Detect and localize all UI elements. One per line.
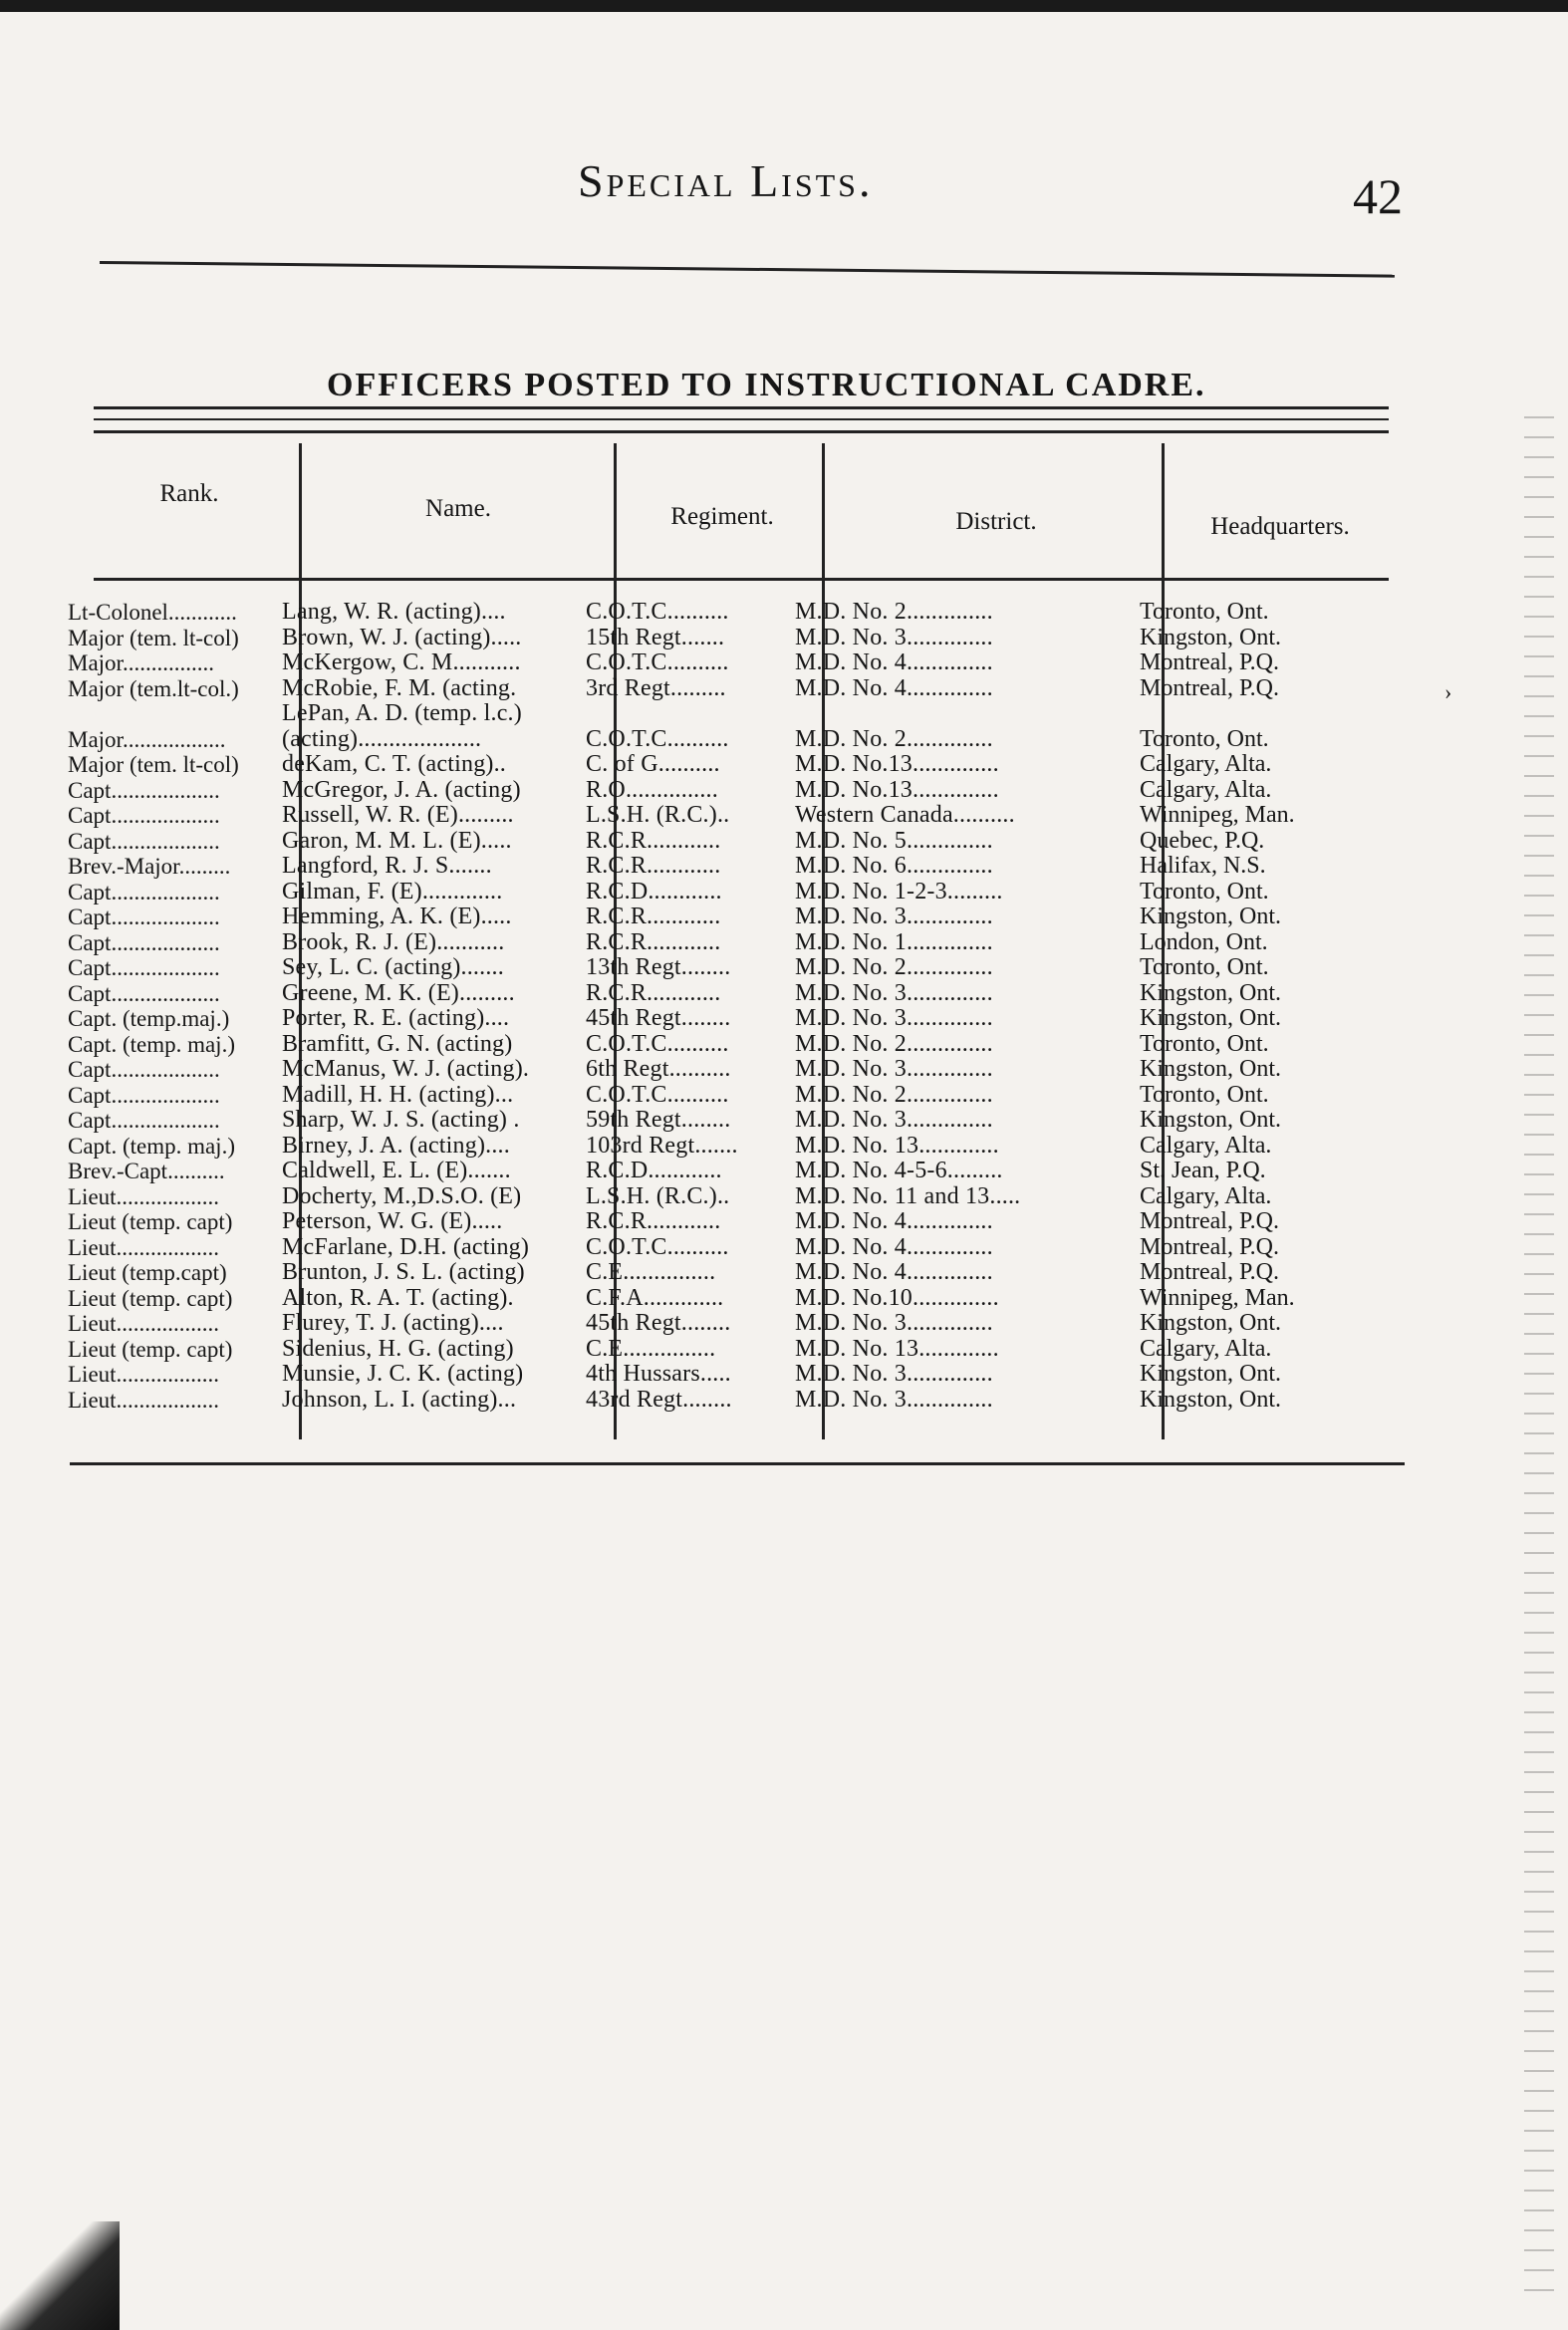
cell-name: Caldwell, E. L. (E).......: [282, 1159, 511, 1183]
cell-headquarters: London, Ont.: [1140, 929, 1268, 955]
cell-rank: Capt...................: [68, 955, 220, 980]
cell-rank: Capt...................: [68, 1108, 220, 1133]
cell-name: Brunton, J. S. L. (acting): [282, 1260, 525, 1285]
cell-regiment: 6th Regt..........: [586, 1057, 731, 1082]
cell-district: M.D. No.13..............: [795, 752, 999, 777]
cell-headquarters: Kingston, Ont.: [1140, 905, 1282, 929]
cell-name: Russell, W. R. (E).........: [282, 803, 514, 828]
cell-headquarters: Calgary, Alta.: [1140, 777, 1272, 803]
cell-rank: Capt...................: [68, 803, 220, 828]
cell-regiment: R.C.R............: [586, 980, 721, 1006]
table-bottom-rule: [70, 1462, 1405, 1465]
stray-mark: ›: [1444, 679, 1452, 704]
cell-rank: Major..................: [68, 726, 226, 752]
cell-headquarters: Toronto, Ont.: [1140, 726, 1269, 752]
cell-regiment: R.C.D............: [586, 879, 722, 905]
table-top-rule: [94, 418, 1389, 420]
cell-headquarters: Kingston, Ont.: [1140, 1362, 1282, 1387]
cell-rank: Lieut (temp.capt): [68, 1260, 227, 1285]
cell-name: Sharp, W. J. S. (acting) .: [282, 1108, 520, 1133]
cell-name: Greene, M. K. (E).........: [282, 980, 515, 1006]
cell-district: M.D. No. 4..............: [795, 675, 993, 701]
cell-name: Sidenius, H. G. (acting): [282, 1336, 514, 1362]
cell-rank: Capt. (temp. maj.): [68, 1133, 235, 1159]
cell-regiment: C.O.T.C..........: [586, 1082, 729, 1108]
cell-regiment: 13th Regt........: [586, 955, 731, 980]
cell-name: Peterson, W. G. (E).....: [282, 1209, 503, 1234]
cell-district: M.D. No. 1..............: [795, 929, 993, 955]
cell-name: Lang, W. R. (acting)....: [282, 600, 506, 625]
cell-rank: Capt...................: [68, 929, 220, 955]
cell-district: M.D. No. 3..............: [795, 905, 993, 929]
cell-district: M.D. No. 5..............: [795, 828, 993, 854]
cell-regiment: C. of G..........: [586, 752, 720, 777]
cell-headquarters: Winnipeg, Man.: [1140, 1285, 1295, 1311]
cell-headquarters: Toronto, Ont.: [1140, 1082, 1269, 1108]
cell-regiment: 43rd Regt........: [586, 1387, 732, 1413]
cell-district: M.D. No. 1-2-3.........: [795, 879, 1003, 905]
cell-headquarters: Kingston, Ont.: [1140, 1108, 1282, 1133]
cell-name: Hemming, A. K. (E).....: [282, 905, 512, 929]
cell-headquarters: [1134, 701, 1363, 727]
cell-rank: Lt-Colonel............: [68, 600, 237, 625]
cell-district: [795, 701, 1134, 727]
cell-rank: Lieut (temp. capt): [68, 1285, 233, 1311]
cell-name: Gilman, F. (E).............: [282, 879, 503, 905]
cell-name: Bramfitt, G. N. (acting): [282, 1031, 513, 1057]
cell-regiment: 4th Hussars.....: [586, 1362, 731, 1387]
cell-district: M.D. No. 3..............: [795, 1057, 993, 1082]
cell-regiment: 45th Regt........: [586, 1311, 731, 1336]
cell-name: McRobie, F. M. (acting.: [282, 675, 517, 701]
cell-name: Porter, R. E. (acting)....: [282, 1006, 510, 1031]
cell-regiment: C.O.T.C..........: [586, 726, 729, 752]
cell-rank: Major (tem. lt-col): [68, 625, 239, 650]
cell-rank: Capt...................: [68, 777, 220, 803]
cell-headquarters: Kingston, Ont.: [1140, 1057, 1282, 1082]
cell-district: M.D. No. 11 and 13.....: [795, 1183, 1021, 1209]
cell-name: deKam, C. T. (acting)..: [282, 752, 506, 777]
cell-regiment: R.C.D............: [586, 1159, 722, 1183]
cell-headquarters: Montreal, P.Q.: [1140, 1209, 1279, 1234]
cell-regiment: C.O.T.C..........: [586, 600, 729, 625]
cell-rank: Capt. (temp.maj.): [68, 1006, 230, 1031]
cell-regiment: R.C.R............: [586, 1209, 721, 1234]
cell-district: M.D. No. 3..............: [795, 1311, 993, 1336]
column-header-name: Name.: [425, 495, 491, 522]
cell-name: Garon, M. M. L. (E).....: [282, 828, 512, 854]
cell-name: McKergow, C. M...........: [282, 650, 521, 675]
running-header-title: Special Lists.: [578, 155, 874, 206]
cell-regiment: 103rd Regt.......: [586, 1133, 738, 1159]
cell-headquarters: Quebec, P.Q.: [1140, 828, 1265, 854]
cell-rank: Lieut (temp. capt): [68, 1336, 233, 1362]
cell-headquarters: Montreal, P.Q.: [1140, 650, 1279, 675]
cell-rank: Capt...................: [68, 905, 220, 929]
cell-district: M.D. No. 4-5-6.........: [795, 1159, 1003, 1183]
cell-rank: Capt...................: [68, 879, 220, 905]
cell-district: M.D. No. 3..............: [795, 1108, 993, 1133]
cell-headquarters: Kingston, Ont.: [1140, 980, 1282, 1006]
cell-rank: Major (tem. lt-col): [68, 752, 239, 777]
cell-headquarters: Kingston, Ont.: [1140, 625, 1282, 650]
cell-rank: Lieut (temp. capt): [68, 1209, 233, 1234]
cell-headquarters: Calgary, Alta.: [1140, 1133, 1272, 1159]
cell-name: Alton, R. A. T. (acting).: [282, 1285, 514, 1311]
cell-district: M.D. No. 3..............: [795, 625, 993, 650]
cell-headquarters: Kingston, Ont.: [1140, 1311, 1282, 1336]
cell-regiment: R.C.R............: [586, 929, 721, 955]
cell-name: Johnson, L. I. (acting)...: [282, 1387, 517, 1413]
cell-district: M.D. No. 2..............: [795, 726, 993, 752]
cell-rank: Capt...................: [68, 1057, 220, 1082]
cell-district: M.D. No. 2..............: [795, 955, 993, 980]
cell-headquarters: Winnipeg, Man.: [1140, 803, 1295, 828]
cell-regiment: R.C.R............: [586, 828, 721, 854]
column-header-regiment: Regiment.: [670, 503, 774, 530]
cell-regiment: [586, 701, 795, 727]
cell-rank: Lieut..................: [68, 1311, 220, 1336]
cell-regiment: 59th Regt........: [586, 1108, 731, 1133]
cell-regiment: L.S.H. (R.C.)..: [586, 803, 730, 828]
cell-name: McManus, W. J. (acting).: [282, 1057, 530, 1082]
cell-name: Docherty, M.,D.S.O. (E): [282, 1183, 522, 1209]
cell-headquarters: Calgary, Alta.: [1140, 752, 1272, 777]
cell-district: M.D. No. 3..............: [795, 980, 993, 1006]
cell-regiment: C.E...............: [586, 1336, 716, 1362]
cell-district: M.D. No. 3..............: [795, 1387, 993, 1413]
cell-name: Birney, J. A. (acting)....: [282, 1133, 510, 1159]
cell-name: Sey, L. C. (acting).......: [282, 955, 504, 980]
cell-rank: Brev.-Major.........: [68, 854, 231, 879]
cell-headquarters: Toronto, Ont.: [1140, 600, 1269, 625]
cell-headquarters: Calgary, Alta.: [1140, 1336, 1272, 1362]
cell-regiment: R.C.R............: [586, 905, 721, 929]
cell-regiment: R.O...............: [586, 777, 718, 803]
cell-headquarters: Montreal, P.Q.: [1140, 1260, 1279, 1285]
cell-headquarters: Toronto, Ont.: [1140, 879, 1269, 905]
cell-regiment: 45th Regt........: [586, 1006, 731, 1031]
header-underline: [94, 578, 1389, 581]
cell-headquarters: Halifax, N.S.: [1140, 854, 1266, 879]
cell-name: Brown, W. J. (acting).....: [282, 625, 522, 650]
cell-district: M.D. No. 4..............: [795, 1234, 993, 1260]
cell-regiment: C.O.T.C..........: [586, 1031, 729, 1057]
cell-name: McFarlane, D.H. (acting): [282, 1234, 530, 1260]
cell-district: M.D. No.10..............: [795, 1285, 999, 1311]
cell-rank: Major (tem.lt-col.): [68, 675, 239, 701]
cell-name: LePan, A. D. (temp. l.c.): [282, 701, 522, 726]
cell-headquarters: Toronto, Ont.: [1140, 1031, 1269, 1057]
officers-table-body: [68, 600, 1363, 1413]
cell-headquarters: Calgary, Alta.: [1140, 1183, 1272, 1209]
cell-regiment: R.C.R............: [586, 854, 721, 879]
cell-district: M.D. No. 2..............: [795, 1031, 993, 1057]
cell-regiment: C.O.T.C..........: [586, 1234, 729, 1260]
cell-district: M.D. No.13..............: [795, 777, 999, 803]
cell-rank: Capt. (temp. maj.): [68, 1031, 235, 1057]
cell-district: M.D. No. 3..............: [795, 1006, 993, 1031]
cell-rank: Brev.-Capt..........: [68, 1159, 225, 1183]
cell-name: (acting)....................: [282, 726, 482, 752]
column-header-rank: Rank.: [159, 480, 219, 507]
cell-rank: Capt...................: [68, 828, 220, 854]
cell-district: Western Canada..........: [795, 803, 1015, 828]
cell-regiment: C.F.A.............: [586, 1285, 724, 1311]
cell-district: M.D. No. 6..............: [795, 854, 993, 879]
cell-rank: Lieut..................: [68, 1362, 220, 1387]
cell-district: M.D. No. 4..............: [795, 650, 993, 675]
column-header-headquarters: Headquarters.: [1210, 513, 1350, 540]
table-title: OFFICERS POSTED TO INSTRUCTIONAL CADRE.: [327, 367, 1206, 403]
cell-headquarters: Kingston, Ont.: [1140, 1387, 1282, 1413]
cell-regiment: 3rd Regt.........: [586, 675, 726, 701]
cell-district: M.D. No. 2..............: [795, 1082, 993, 1108]
cell-name: McGregor, J. A. (acting): [282, 777, 521, 803]
cell-regiment: C.O.T.C..........: [586, 650, 729, 675]
cell-rank: Lieut..................: [68, 1234, 220, 1260]
cell-regiment: L.S.H. (R.C.)..: [586, 1183, 730, 1209]
table-top-rule: [94, 430, 1389, 433]
page-top-edge: [0, 0, 1568, 12]
cell-district: M.D. No. 3..............: [795, 1362, 993, 1387]
cell-headquarters: Montreal, P.Q.: [1140, 1234, 1279, 1260]
cell-rank: Capt...................: [68, 1082, 220, 1108]
cell-district: M.D. No. 4..............: [795, 1260, 993, 1285]
cell-rank: [68, 701, 282, 727]
cell-rank: Lieut..................: [68, 1387, 220, 1413]
cell-headquarters: Kingston, Ont.: [1140, 1006, 1282, 1031]
cell-district: M.D. No. 2..............: [795, 600, 993, 625]
cell-regiment: C.E...............: [586, 1260, 716, 1285]
cell-regiment: 15th Regt.......: [586, 625, 725, 650]
cell-headquarters: St. Jean, P.Q.: [1140, 1159, 1266, 1183]
scan-shadow: [0, 2221, 120, 2330]
cell-name: Brook, R. J. (E)...........: [282, 929, 505, 955]
page-number: 42: [1353, 168, 1403, 224]
table-top-rule: [94, 406, 1389, 409]
header-rule: [100, 261, 1395, 278]
cell-district: M.D. No. 13.............: [795, 1133, 999, 1159]
column-header-district: District.: [955, 508, 1037, 535]
cell-district: M.D. No. 13.............: [795, 1336, 999, 1362]
cell-name: Flurey, T. J. (acting)....: [282, 1311, 504, 1336]
scan-edge: [1524, 398, 1554, 2291]
cell-district: M.D. No. 4..............: [795, 1209, 993, 1234]
cell-headquarters: Toronto, Ont.: [1140, 955, 1269, 980]
cell-rank: Major................: [68, 650, 214, 675]
cell-headquarters: Montreal, P.Q.: [1140, 675, 1279, 701]
cell-name: Munsie, J. C. K. (acting): [282, 1362, 524, 1387]
cell-rank: Lieut..................: [68, 1183, 220, 1209]
cell-name: Langford, R. J. S.......: [282, 854, 492, 879]
cell-name: Madill, H. H. (acting)...: [282, 1082, 514, 1108]
cell-rank: Capt...................: [68, 980, 220, 1006]
